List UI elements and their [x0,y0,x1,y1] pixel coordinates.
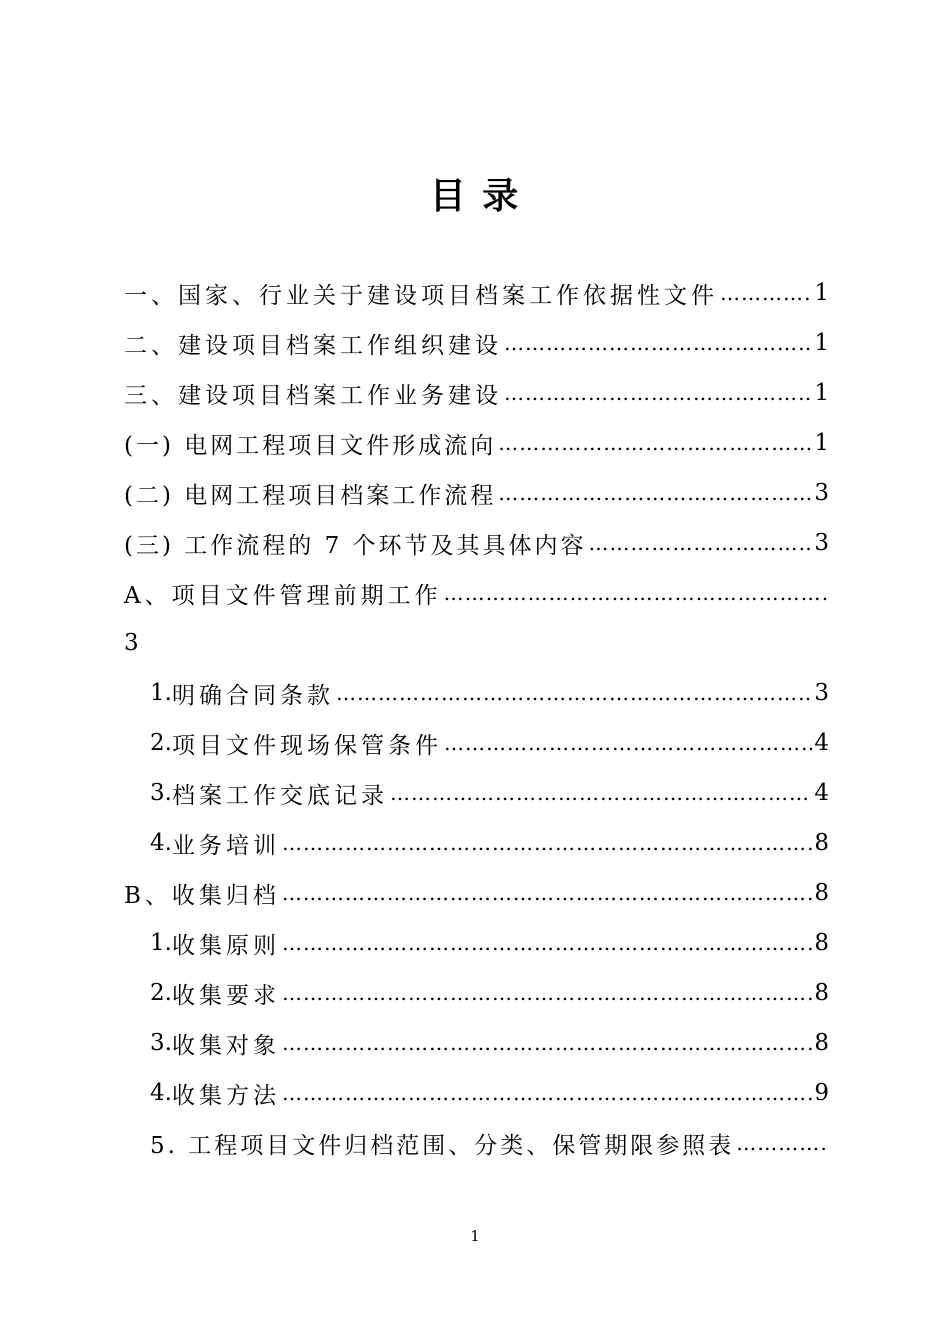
toc-entry-number: 3. [150,1030,172,1056]
toc-entry-label: 一、国家、行业关于建设项目档案工作依据性文件 [124,282,718,309]
toc-entry-page: 8 [814,930,829,956]
toc-leader [280,1031,812,1055]
toc-leader [718,281,812,305]
toc-entry[interactable] [124,718,829,768]
toc-leader [734,1131,829,1155]
toc-leader [280,831,812,855]
toc-entry[interactable] [124,1118,829,1168]
toc-entry-page: 4 [814,780,829,806]
toc-entry[interactable] [124,868,829,918]
page-title: 目 录 [429,175,521,217]
toc-entry-number: 4. [150,1080,172,1106]
toc-entry[interactable] [124,268,829,318]
toc-entry-label: 业务培训 [171,832,280,859]
toc-entry-page: 8 [814,880,829,906]
toc-entry-page-wrapped: 3 [124,630,139,656]
toc-entry-page: 8 [814,830,829,856]
toc-entry-page: 9 [814,1080,829,1106]
toc-entry[interactable] [124,768,829,818]
toc-leader [442,581,829,605]
table-of-contents [124,268,829,1168]
toc-entry[interactable] [124,1018,829,1068]
toc-entry-label: (三) 工作流程的 7 个环节及其具体内容 [124,532,587,559]
toc-leader [280,881,812,905]
toc-leader [587,531,813,555]
toc-entry-page: 4 [814,730,829,756]
toc-entry-label: 收集对象 [171,1032,280,1059]
toc-entry[interactable] [124,318,829,368]
toc-entry-number: 1. [150,680,172,706]
toc-entry-label: (二) 电网工程项目档案工作流程 [124,482,497,509]
toc-entry[interactable] [124,418,829,468]
toc-entry[interactable] [124,918,829,968]
toc-entry-label: 收集要求 [171,982,280,1009]
toc-entry[interactable] [124,468,829,518]
toc-entry-number: 3. [150,780,172,806]
toc-entry-page: 3 [814,530,829,556]
toc-leader [280,1081,812,1105]
toc-entry-label: 二、建设项目档案工作组织建设 [124,332,502,359]
toc-entry-page: 1 [814,330,829,356]
toc-entry-label: 收集原则 [171,932,280,959]
toc-leader [496,481,812,505]
toc-entry-page: 1 [814,430,829,456]
toc-leader [388,781,812,805]
toc-entry-label: 三、建设项目档案工作业务建设 [124,382,502,409]
toc-leader [334,681,812,705]
toc-entry-page: 1 [814,380,829,406]
toc-entry[interactable] [124,818,829,868]
toc-entry[interactable] [124,1068,829,1118]
toc-leader [502,381,812,405]
toc-entry-page: 1 [814,280,829,306]
toc-entry-label: 明确合同条款 [171,682,334,709]
toc-entry-number: 2. [150,730,172,756]
toc-entry-label: 项目文件现场保管条件 [171,732,442,759]
toc-leader [280,931,812,955]
toc-entry-number: 4. [150,830,172,856]
toc-entry-number: 1. [150,930,172,956]
footer-page-number: 1 [470,1227,480,1245]
toc-entry-label: A、项目文件管理前期工作 [124,582,442,609]
toc-leader [280,981,812,1005]
toc-entry[interactable] [124,968,829,1018]
toc-entry[interactable] [124,568,829,618]
toc-leader [442,731,812,755]
toc-leader [502,331,812,355]
toc-entry-page: 8 [814,980,829,1006]
toc-entry[interactable] [124,368,829,418]
toc-entry-page: 3 [814,680,829,706]
toc-entry-label: B、收集归档 [124,882,280,909]
toc-entry-number: 2. [150,980,172,1006]
toc-entry[interactable] [124,668,829,718]
toc-entry-label: 收集方法 [171,1082,280,1109]
toc-leader [496,431,812,455]
toc-entry-label: 档案工作交底记录 [171,782,388,809]
toc-entry-label: 5. 工程项目文件归档范围、分类、保管期限参照表 [150,1132,735,1159]
toc-entry-page: 8 [814,1030,829,1056]
toc-entry-label: (一) 电网工程项目文件形成流向 [124,432,497,459]
toc-entry[interactable] [124,518,829,568]
toc-entry-page: 3 [814,480,829,506]
